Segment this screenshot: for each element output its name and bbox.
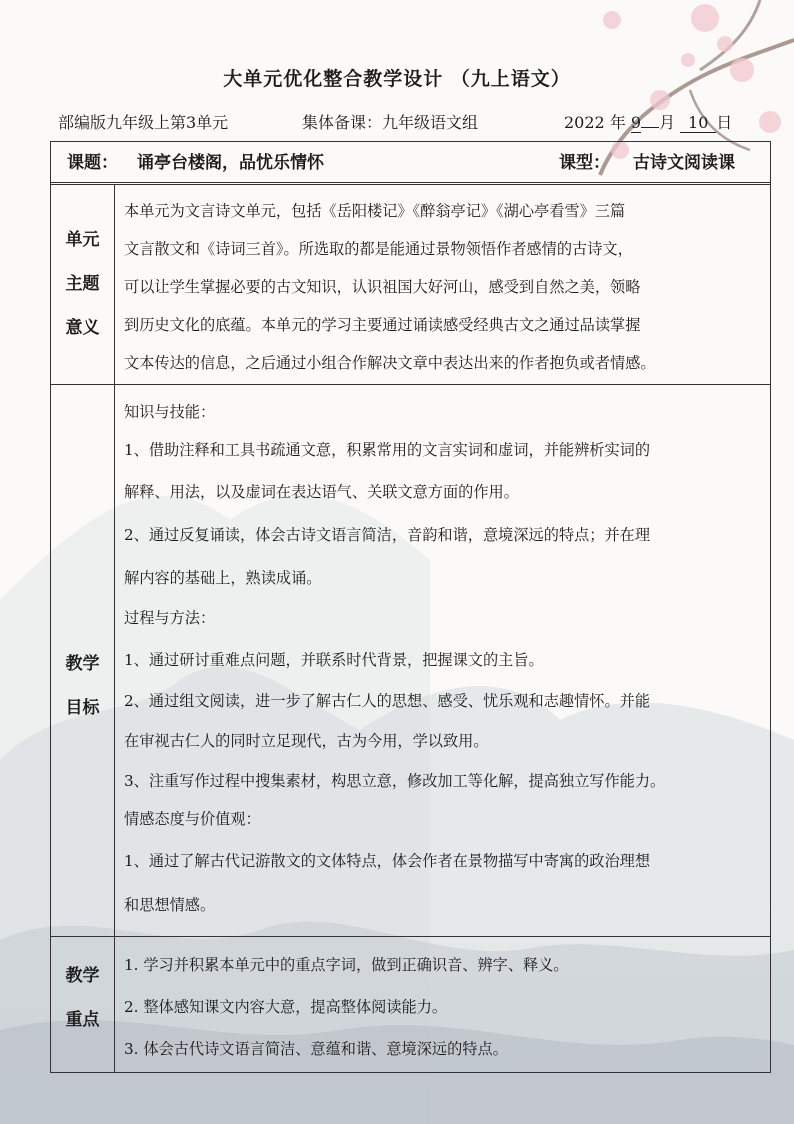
date-day: 10 [680,114,716,133]
lesson-type-label: 课型： [559,153,610,173]
goals-line: 过程与方法： [124,609,216,627]
theme-line: 到历史文化的底蕴。本单元的学习主要通过诵读感受经典古文之通过品读掌握 [124,316,641,334]
goals-line: 2、通过组文阅读，进一步了解古仁人的思想、感受、忧乐观和志趣情怀。并能 [124,692,651,710]
focus-content [124,944,768,1070]
document-title: 大单元优化整合教学设计 （九上语文） [223,68,571,90]
lesson-plan-table [50,141,771,1073]
theme-line: 文言散文和《诗词三首》。所选取的都是能通过景物领悟作者感情的古诗文， [124,240,633,258]
label-column-divider [114,184,115,1072]
focus-line: 3. 体会古代诗文语言简洁、意蕴和谐、意境深远的特点。 [124,1040,508,1058]
topic-label: 课题： [67,153,118,173]
focus-line: 1. 学习并积累本单元中的重点字词，做到正确识音、辨字、释义。 [124,956,569,974]
goals-line: 1、通过研讨重难点问题，并联系时代背景，把握课文的主旨。 [124,651,544,669]
date-year-unit: 年 [609,113,626,132]
date-month: 9 [630,113,642,132]
theme-content [124,192,768,382]
row-divider [51,384,770,385]
theme-line: 可以让学生掌握必要的古文知识，认识祖国大好河山，感受到自然之美，领略 [124,278,641,296]
unit-info: 部编版九年级上第3单元 [58,113,229,132]
header-divider [51,182,770,185]
goals-line: 3、注重写作过程中搜集素材，构思立意，修改加工等化解，提高独立写作能力。 [124,772,666,790]
date-day-unit: 日 [716,113,733,132]
date [564,110,732,133]
goals-line: 1、通过了解古代记游散文的文体特点，体会作者在景物描写中寄寓的政治理想 [124,852,651,870]
goals-line: 1、借助注释和工具书疏通文意，积累常用的文言实词和虚词，并能辨析实词的 [124,441,651,459]
theme-line: 文本传达的信息，之后通过小组合作解决文章中表达出来的作者抱负或者情感。 [124,354,656,372]
goals-line: 在审视古仁人的同时立足现代，古为今用，学以致用。 [124,732,489,750]
goals-label: 教学 目标 [65,654,100,718]
topic-value: 诵亭台楼阁，品忧乐情怀 [137,153,324,173]
theme-label: 单元 主题 意义 [65,230,100,338]
theme-line: 本单元为文言诗文单元，包括《岳阳楼记》《醉翁亭记》《湖心亭看雪》三篇 [124,202,626,220]
goals-line: 解释、用法，以及虚词在表达语气、关联文意方面的作用。 [124,483,519,501]
goals-line: 解内容的基础上，熟读成诵。 [124,569,322,587]
date-year: 2022 [564,113,605,132]
goals-line: 和思想情感。 [124,896,216,914]
prep-group: 集体备课：九年级语文组 [302,113,479,132]
goals-line: 知识与技能： [124,403,216,421]
goals-content [124,398,768,924]
focus-label: 教学 重点 [65,966,100,1030]
focus-line: 2. 整体感知课文内容大意，提高整体阅读能力。 [124,998,448,1016]
date-month-unit: 月 [659,113,676,132]
goals-line: 2、通过反复诵读，体会古诗文语言简洁，音韵和谐，意境深远的特点；并在理 [124,526,651,544]
lesson-type-value: 古诗文阅读课 [633,153,735,173]
row-divider [51,936,770,937]
goals-line: 情感态度与价值观： [124,810,261,828]
